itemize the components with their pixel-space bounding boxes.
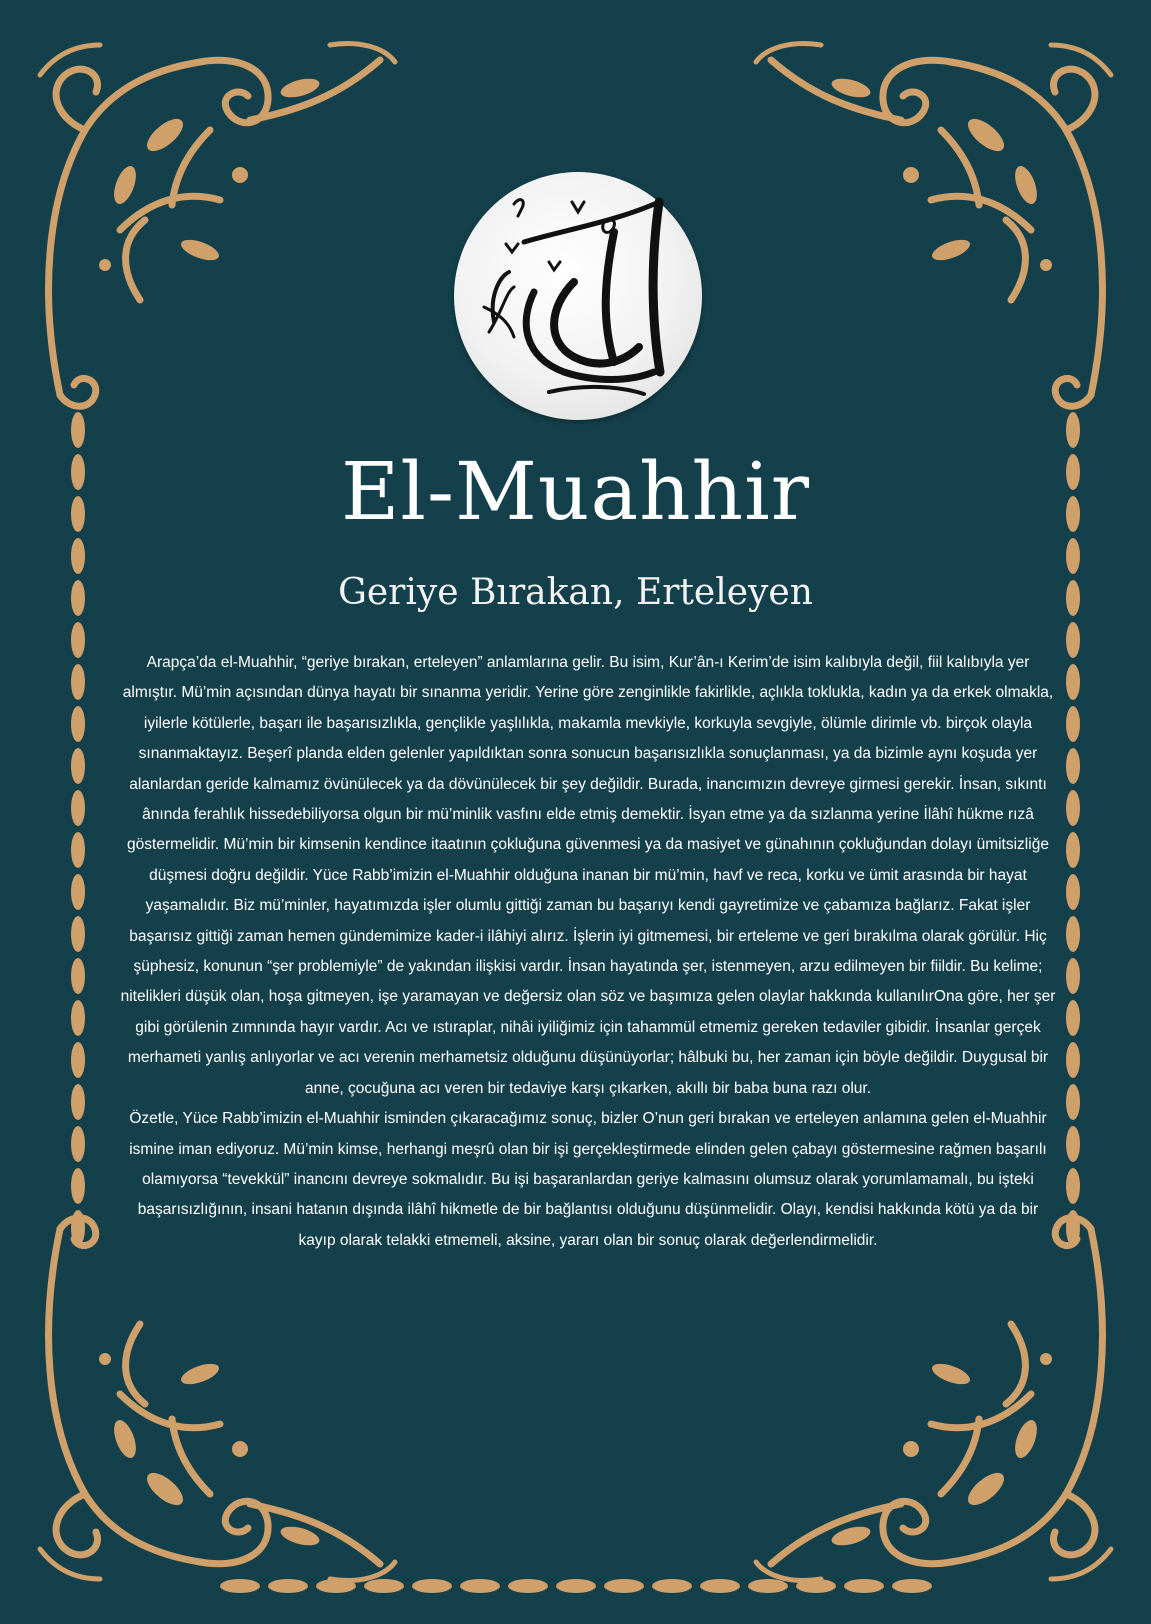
arabic-calligraphy-icon — [454, 172, 702, 420]
body-paragraph-1: Arapça’da el-Muahhir, “geriye bırakan, erteleyen” anlamlarına gelir. Bu isim, Kur’ân-ı Kerim’de isim kalıbıyla değil, fiil kalıbıyla yer almıştır. Mü’min açısından dünya hayatı bir sınanma yeridir. Yerine göre zenginlikle fakirlikle, açlıkla toklukla, kadın ya da erkek olmakla, iyilerle kötülerle, başarı ile başarısızlıkla, gençlikle yaşlılıkla, makamla mevkiyle, korkuyla sevgiyle, ölümle dirimle vb. birçok olayla sınanmaktayız. Beşerî planda elden gelenler yapıldıktan sonra sonucun başarısızlıkla sonuçlanması, ya da bizimle aynı koşuda yer alanlardan geride kalmamız övünülecek ya da dövünülecek bir şey değildir. Burada, inancımızın devreye girmesi gerekir. İnsan, sıkıntı ânında ferahlık hissedebiliyorsa olgun bir mü’minlik vasfını elde etmiş demektir. İsyan etme ya da sızlanma yerine İlâhî hükme rızâ göstermelidir. Mü’min bir kimsenin kendince itaatının çokluğuna güvenmesi ya da masiyet ve günahının çokluğundan dolayı ümitsizliğe düşmesi doğru değildir. Yüce Rabb’imizin el-Muahhir olduğuna inanan bir mü’min, havf ve reca, korku ve ümit arasında bir hayat yaşamalıdır. Biz mü’minler, hayatımızda işler olumlu gittiği zaman bu başarıyı kendi gayretimize ve çabamıza bağlarız. Fakat işler başarısız gittiği zaman hemen gündemimize kader-i ilâhiyi alırız. İşlerin iyi gitmemesi, bir erteleme ve geri bırakılma olarak görülür. Hiç şüphesiz, konunun “şer problemiyle” de yakından ilişkisi vardır. İnsan hayatında şer, istenmeyen, arzu edilmeyen bir fiildir. Bu kelime; nitelikleri düşük olan, hoşa gitmeyen, işe yaramayan ve değersiz olan söz ve başımıza gelen olaylar hakkında kullanılırOna göre, her şer gibi görülenin zımnında hayır vardır. Acı ve ıstıraplar, nihâi iyiliğimiz için tahammül etmemiz gereken tedaviler gibidir. İnsanlar gerçek merhameti yanlış anlıyorlar ve acı verenin merhametsiz olduğunu düşünüyorlar; hâlbuki bu, her zaman için böyle değildir. Duygusal bir anne, çocuğuna acı veren bir tedaviye karşı çıkarken, akıllı bir baba buna razı olur. — [120, 654, 1056, 1097]
body-text — [118, 648, 1058, 1256]
bottom-beaded-border-icon — [220, 1579, 932, 1593]
page-title: El-Muahhir — [340, 445, 811, 538]
page-subtitle: Geriye Bırakan, Erteleyen — [338, 572, 813, 613]
floral-corner-top-right-icon — [756, 44, 1111, 407]
floral-corner-top-left-icon — [40, 44, 395, 407]
body-paragraph-2: Özetle, Yüce Rabb’imizin el-Muahhir isminden çıkaracağımız sonuç, bizler O’nun geri bırakan ve erteleyen anlamına gelen el-Muahhir ismine iman ediyoruz. Mü’min kimse, herhangi meşrû olan bir işi gerçekleştirmede elinden gelen çabayı göstermesine rağmen başarılı olamıyorsa “tevekkül” inancını devreye sokmalıdır. Bu işi başaranlardan geriye kalmasını olumsuz olarak yorumlamamalı, bu işteki başarısızlığının, insani hatanın dışında ilâhî hikmetle de bir bağlantısı olduğunu düşünmelidir. Olayı, kendisi hakkında kötü ya da bir kayıp olarak telakki etmemeli, aksine, yararı olan bir sonuç olarak değerlendirmelidir. — [129, 1110, 1047, 1249]
floral-corner-bottom-left-icon — [40, 1218, 395, 1581]
left-beaded-border-icon — [71, 412, 85, 1246]
calligraphy-medallion — [454, 172, 702, 420]
right-beaded-border-icon — [1066, 412, 1080, 1246]
floral-corner-bottom-right-icon — [756, 1218, 1111, 1581]
